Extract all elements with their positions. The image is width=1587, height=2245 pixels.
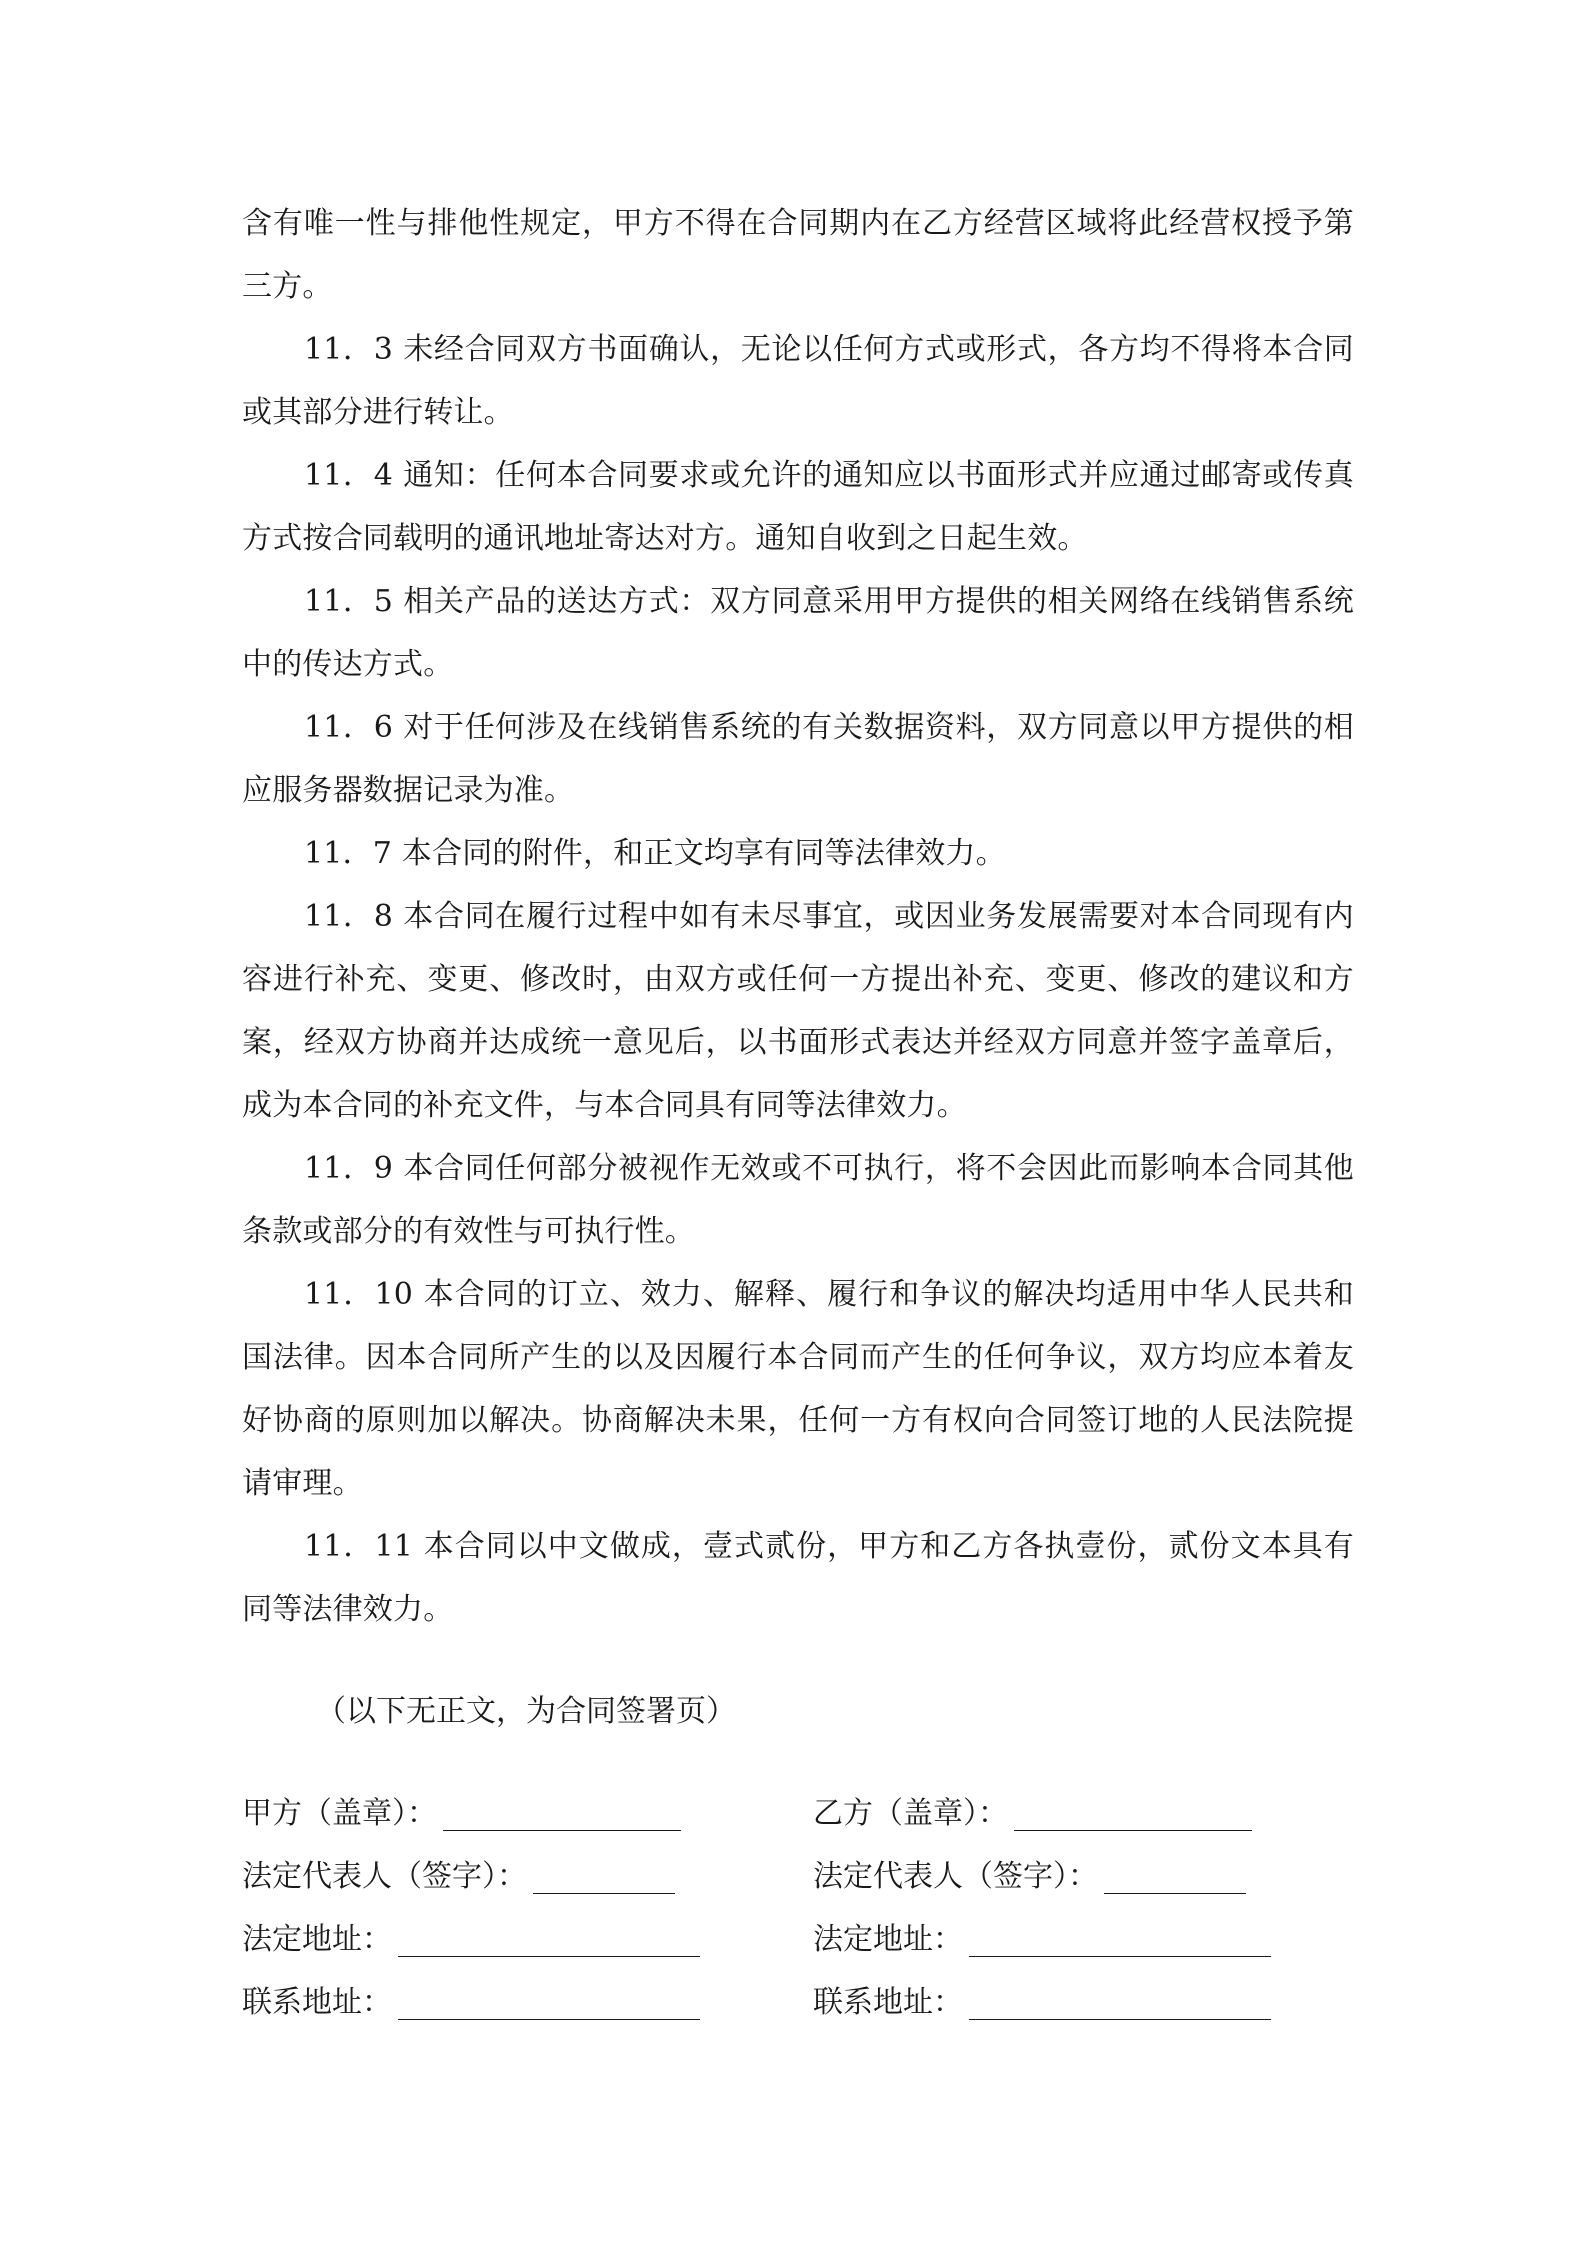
closing-note: （以下无正文，为合同签署页） xyxy=(316,1694,736,1729)
clause-continuation: 含有唯一性与排他性规定，甲方不得在合同期内在乙方经营区域将此经营权授予第三方。 xyxy=(242,206,1354,304)
party-b-contact-address-line[interactable] xyxy=(969,2018,1271,2020)
party-a-seal-row xyxy=(242,1782,762,1845)
party-a-contact-address-line[interactable] xyxy=(398,2018,700,2020)
party-a-representative-line[interactable] xyxy=(533,1892,675,1894)
party-b-representative-label: 法定代表人（签字）： xyxy=(813,1859,1098,1894)
party-a-representative-label: 法定代表人（签字）： xyxy=(242,1859,527,1894)
party-a-representative-row xyxy=(242,1845,762,1908)
clause-11-7: 11．7 本合同的附件，和正文均享有同等法律效力。 xyxy=(304,836,1006,871)
party-a-seal-label: 甲方（盖章）： xyxy=(242,1796,437,1831)
party-a-signature xyxy=(242,1782,762,2034)
party-b-seal-line[interactable] xyxy=(1014,1829,1252,1831)
clause-11-3: 11．3 未经合同双方书面确认，无论以任何方式或形式，各方均不得将本合同或其部分进行转让。 xyxy=(242,332,1354,430)
clause-11-5: 11．5 相关产品的送达方式：双方同意采用甲方提供的相关网络在线销售系统中的传达方式。 xyxy=(242,584,1354,682)
clause-11-9: 11．9 本合同任何部分被视作无效或不可执行，将不会因此而影响本合同其他条款或部分的有效性与可执行性。 xyxy=(242,1151,1354,1249)
signature-block xyxy=(242,1782,1354,2042)
party-b-representative-line[interactable] xyxy=(1104,1892,1246,1894)
clause-11-6: 11．6 对于任何涉及在线销售系统的有关数据资料，双方同意以甲方提供的相应服务器数据记录为准。 xyxy=(242,710,1354,808)
party-b-seal-row xyxy=(813,1782,1333,1845)
contract-clauses xyxy=(242,192,1354,1641)
party-a-legal-address-row xyxy=(242,1908,762,1971)
party-a-seal-line[interactable] xyxy=(443,1829,681,1831)
clause-11-8: 11．8 本合同在履行过程中如有未尽事宜，或因业务发展需要对本合同现有内容进行补充、变更、修改时，由双方或任何一方提出补充、变更、修改的建议和方案，经双方协商并达成统一意见后，以书面形式表达并经双方同意并签字盖章后，成为本合同的补充文件，与本合同具有同等法律效力。 xyxy=(242,899,1354,1123)
party-a-contact-address-row xyxy=(242,1971,762,2034)
party-b-signature xyxy=(813,1782,1333,2034)
party-b-representative-row xyxy=(813,1845,1333,1908)
clause-11-10: 11．10 本合同的订立、效力、解释、履行和争议的解决均适用中华人民共和国法律。因本合同所产生的以及因履行本合同而产生的任何争议，双方均应本着友好协商的原则加以解决。协商解决未果，任何一方有权向合同签订地的人民法院提请审理。 xyxy=(242,1277,1354,1501)
party-a-legal-address-label: 法定地址： xyxy=(242,1922,392,1957)
clause-11-11: 11．11 本合同以中文做成，壹式贰份，甲方和乙方各执壹份，贰份文本具有同等法律效力。 xyxy=(242,1529,1354,1627)
party-a-legal-address-line[interactable] xyxy=(398,1955,700,1957)
party-b-seal-label: 乙方（盖章）： xyxy=(813,1796,1008,1831)
party-b-contact-address-label: 联系地址： xyxy=(813,1985,963,2020)
party-b-legal-address-row xyxy=(813,1908,1333,1971)
party-b-contact-address-row xyxy=(813,1971,1333,2034)
party-b-legal-address-line[interactable] xyxy=(969,1955,1271,1957)
clause-11-4: 11．4 通知：任何本合同要求或允许的通知应以书面形式并应通过邮寄或传真方式按合同载明的通讯地址寄达对方。通知自收到之日起生效。 xyxy=(242,458,1354,556)
party-b-legal-address-label: 法定地址： xyxy=(813,1922,963,1957)
party-a-contact-address-label: 联系地址： xyxy=(242,1985,392,2020)
